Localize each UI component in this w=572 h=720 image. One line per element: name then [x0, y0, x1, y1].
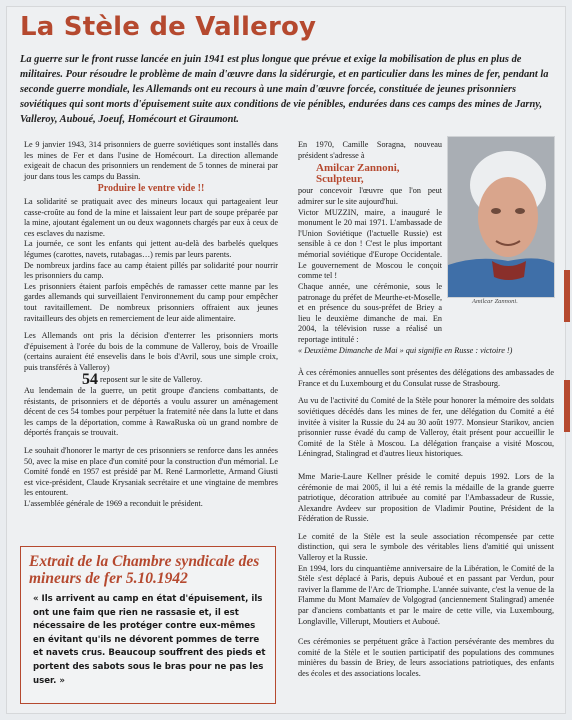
right-paragraph: Chaque année, une cérémonie, sous le patronage du préfet de Meurthe-et-Moselle, et en présence du sous-préfet de Briey a lieu le deuxième dimanche de mai. En 2004, la télévision russe a réalisé un reportage intitulé :: [298, 282, 442, 344]
left-paragraph: Le souhait d'honorer le martyr de ces prisonniers se renforce dans les années 50, avec la mise en place d'un comité pour la construction d'un mémorial. Le Comité fondé en 1957 est présidé par M. René Larmorlette, Armand Giusti est vice-président, Claude Krysaniak secrétaire et une vingtaine de membres les entourent.: [24, 446, 278, 498]
right-paragraph: À ces cérémonies annuelles sont présentes des délégations des ambassades de France et du Luxembourg et du Consulat russe de Strasbourg.: [298, 368, 554, 388]
left-column: [24, 140, 278, 517]
photo-caption: Amilcar Zannoni.: [472, 298, 518, 305]
right-paragraph: En 1970, Camille Soragna, nouveau président s'adresse à: [298, 140, 442, 160]
right-paragraph: En 1994, lors du cinquantième anniversaire de la Libération, le Comité de la Stèle s'est déplacé à Paris, depuis Auboué et en passant par Verdun, pour raviver la flamme de l'Arc de Triomphe. L'année suivante, c'est la venue de la Flamme du Mont Mamaïev de Volgograd (anciennement Stalingrad) amenée par d'anciens combattants et par le maire de cette ville, via Luxembourg, Longlaville, Villerupt, Moutiers et Auboué.: [298, 563, 554, 626]
left-paragraph: Le 9 janvier 1943, 314 prisonniers de guerre soviétiques sont installés dans les mines de Fer et dans l'usine de Homécourt. La direction allemande exigeait de chacun des prisonniers un rendement de 5 tonnes de minerai par jour dans tous les camps du Bassin.: [24, 140, 278, 181]
quote-title: Extrait de la Chambre syndicale des mineurs de fer 5.10.1942: [29, 553, 260, 587]
right-paragraph: Ces cérémonies se perpétuent grâce à l'action persévérante des membres du comité de la Stèle et le soutien participatif des populations des communes minières du bassin de Briey, de leurs associations patriotiques, des enfants des écoles et des associations locales.: [298, 637, 554, 678]
left-paragraph: La solidarité se pratiquait avec des mineurs locaux qui partageaient leur casse-croûte au fond de la mine et laissaient leur part de soupe préparée par la mine, ajoutant également un ou deux wagonnets chargés par eux à ceux de ces esclaves du nazisme.: [24, 196, 278, 238]
quote-box: [20, 546, 276, 704]
intro-paragraph: La guerre sur le front russe lancée en juin 1941 est plus longue que prévue et exige la mobilisation de plus en plus de militaires. Pour résoudre le problème de main d'œuvre dans la sidérurgie, et en particulier dans les mines de fer, pendant la seconde guerre mondiale, les Allemands ont eu recours à une main d'œuvre forcée, constituée de jeunes prisonniers soviétiques qui sont morts d'épuisement suite aux conditions de vie pénibles, endurées dans ces camps des mines de Jarny, Valleroy, Auboué, Joeuf, Homécourt et Giraumont.: [20, 54, 549, 125]
left-paragraph: De nombreux jardins face au camp étaient pillés par solidarité pour nourrir les prisonniers du camp.: [24, 260, 278, 281]
left-paragraph: Les Allemands ont pris la décision d'enterrer les prisonniers morts d'épuisement à l'orée du bois de la commune de Valleroy, bois de Vroaille (certains auraient été ensevelis dans le bois d'Avril, sous une simple croix, puis transférés à Valleroy): [24, 331, 278, 372]
tomb-count-line: [24, 371, 278, 389]
right-paragraph: « Deuxième Dimanche de Mai » qui signifie en Russe : victoire !): [298, 345, 513, 355]
left-paragraph: Au lendemain de la guerre, un petit groupe d'anciens combattants, de résistants, de prisonniers et de déportés a voulu assurer un aménagement décent de ces 54 tombes pour perpétuer la fraternité née dans la lutte et dans les camps de la déportation, comme à RawaRuska où un grand nombre de déportés français se trouvait.: [24, 386, 278, 438]
right-paragraph: pour concevoir l'œuvre que l'on peut admirer sur le site aujourd'hui.: [298, 186, 442, 206]
left-paragraph: L'assemblée générale de 1969 a reconduit le président.: [24, 499, 203, 508]
right-paragraph: Mme Marie-Laure Kellner préside le comité depuis 1992. Lors de la cérémonie de mai 2005, il lui a été remis la médaille de la grande guerre patriotique, décoration attribuée au comité par l'Ambassadeur de Russie, Alexandre Avdeev sur proposition de Vladimir Poutine, Président de la Fédération de Russie.: [298, 471, 554, 524]
quote-text: « Ils arrivent au camp en état d'épuisement, ils ont une faim que rien ne rassasie et, il est nécessaire de les protéger contre eux-mêmes en évitant qu'ils ne dévorent pommes de terre et navets crus. Beaucoup souffrent des pieds et portent des sabots sous le bras pour ne pas les user. »: [33, 594, 266, 686]
left-paragraph: La journée, ce sont les enfants qui jettent au-delà des barbelés quelques légumes (carottes, navets, rutabagas…) remis par leurs parents.: [24, 239, 278, 259]
subheading: Produire le ventre vide !!: [97, 183, 205, 195]
right-paragraph: Victor MUZZIN, maire, a inauguré le monument le 20 mai 1971. L'ambassade de l'Union Soviétique (l'actuelle Russie) est sensible à ce don ! C'est le plus important mémorial soviétique d'Europe Occidentale. Le gouvernement de Moscou le conçoit comme tel !: [298, 207, 442, 281]
portrait-image: [448, 137, 554, 297]
tomb-count: 54: [82, 371, 98, 389]
edge-accent: [564, 380, 570, 432]
right-paragraph: Au vu de l'activité du Comité de la Stèle pour honorer la mémoire des soldats soviétiques décédés dans les mines de fer, une délégation du Comité a été invitée à visiter la Russie du 24 au 30 août 1977. Monsieur Starikov, ancien prisonnier russe évadé du camp de Valleroy, était présent pour accueillir le Comité de la Stèle à Moscou. La délégation française a visité Moscou, Léningrad, Stalingrad et d'autres lieux historiques.: [298, 396, 554, 459]
sculptor-name: Amilcar Zannoni, Sculpteur,: [316, 162, 400, 185]
edge-accent: [564, 270, 570, 322]
page-title: La Stèle de Valleroy: [20, 12, 317, 42]
tomb-count-text: reposent sur le site de Valleroy.: [100, 375, 203, 385]
right-paragraph: Le comité de la Stèle est la seule association récompensée par cette distinction, qui sera le symbole des véritables liens d'amitié qui unissent Valleroy et la Russie.: [298, 531, 554, 563]
portrait-photo: [447, 136, 555, 298]
right-column: [298, 282, 554, 687]
right-column-top: [298, 140, 442, 282]
left-paragraph: Les prisonniers étaient parfois empêchés de ramasser cette manne par les gardes allemands qui surveillaient l'environnement du camp pour empêcher tout ravitaillement. De nombreux prisonniers offraient aux jeunes ravitailleurs des objets en remerciement de leur aide alimentaire.: [24, 281, 278, 323]
